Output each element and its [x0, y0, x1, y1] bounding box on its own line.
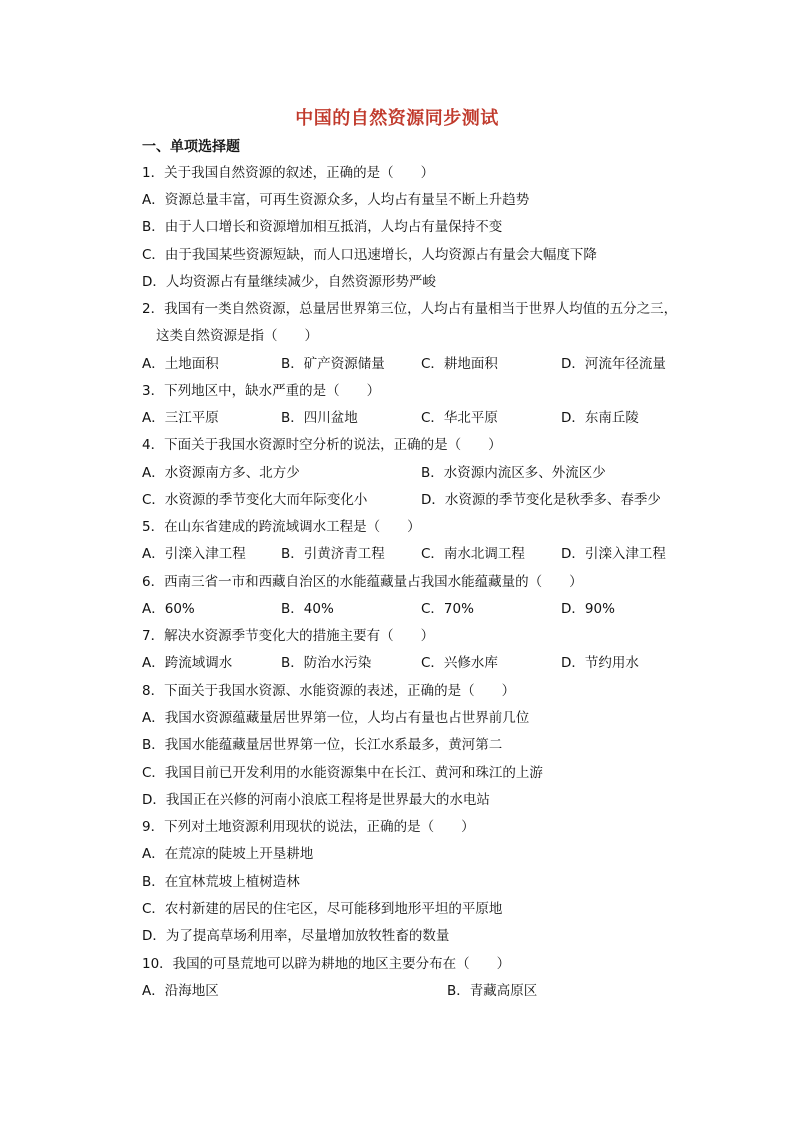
- question-5-option-d: D．引滦入津工程: [561, 546, 666, 562]
- question-1-stem: 1．关于我国自然资源的叙述，正确的是（ ）: [142, 165, 435, 181]
- question-8-option-d: D．我国正在兴修的河南小浪底工程将是世界最大的水电站: [142, 792, 490, 808]
- question-4-option-c: C．水资源的季节变化大而年际变化小: [142, 492, 368, 508]
- question-2-option-b: B．矿产资源储量: [281, 356, 385, 372]
- question-3-option-a: A．三江平原: [142, 410, 219, 426]
- question-10-option-a: A．沿海地区: [142, 983, 219, 999]
- question-4-option-a: A．水资源南方多、北方少: [142, 465, 300, 481]
- question-1-option-a: A．资源总量丰富，可再生资源众多，人均占有量呈不断上升趋势: [142, 192, 530, 208]
- question-6-option-a: A．60%: [142, 601, 195, 617]
- question-3-stem: 3．下列地区中，缺水严重的是（ ）: [142, 383, 381, 399]
- question-9-stem: 9．下列对土地资源利用现状的说法，正确的是（ ）: [142, 819, 475, 835]
- question-7-option-c: C．兴修水库: [421, 655, 498, 671]
- question-6-option-c: C．70%: [421, 601, 474, 617]
- question-1-option-c: C．由于我国某些资源短缺，而人口迅速增长，人均资源占有量会大幅度下降: [142, 247, 597, 263]
- question-8-option-c: C．我国目前已开发利用的水能资源集中在长江、黄河和珠江的上游: [142, 765, 543, 781]
- question-4-stem: 4．下面关于我国水资源时空分析的说法，正确的是（ ）: [142, 437, 502, 453]
- question-3-option-c: C．华北平原: [421, 410, 498, 426]
- question-2-option-a: A．土地面积: [142, 356, 219, 372]
- question-8-option-b: B．我国水能蕴藏量居世界第一位，长江水系最多，黄河第二: [142, 737, 503, 753]
- section-heading: 一、单项选择题: [142, 139, 240, 155]
- question-2-stem-continued: 这类自然资源是指（ ）: [156, 328, 318, 344]
- question-7-option-a: A．跨流域调水: [142, 655, 233, 671]
- question-5-option-c: C．南水北调工程: [421, 546, 525, 562]
- question-8-stem: 8．下面关于我国水资源、水能资源的表述，正确的是（ ）: [142, 683, 516, 699]
- question-3-option-b: B．四川盆地: [281, 410, 358, 426]
- question-10-stem: 10．我国的可垦荒地可以辟为耕地的地区主要分布在（ ）: [142, 956, 511, 972]
- question-2-stem: 2．我国有一类自然资源，总量居世界第三位，人均占有量相当于世界人均值的五分之三，: [142, 301, 678, 317]
- question-1-option-d: D．人均资源占有量继续减少，自然资源形势严峻: [142, 274, 436, 290]
- question-9-option-a: A．在荒凉的陡坡上开垦耕地: [142, 846, 314, 862]
- question-7-option-b: B．防治水污染: [281, 655, 372, 671]
- question-6-option-b: B．40%: [281, 601, 334, 617]
- question-6-option-d: D．90%: [561, 601, 615, 617]
- question-3-option-d: D．东南丘陵: [561, 410, 639, 426]
- question-5-stem: 5．在山东省建成的跨流域调水工程是（ ）: [142, 519, 421, 535]
- question-2-option-d: D．河流年径流量: [561, 356, 666, 372]
- question-5-option-b: B．引黄济青工程: [281, 546, 385, 562]
- question-9-option-c: C．农村新建的居民的住宅区，尽可能移到地形平坦的平原地: [142, 901, 503, 917]
- question-6-stem: 6．西南三省一市和西藏自治区的水能蕴藏量占我国水能蕴藏量的（ ）: [142, 574, 583, 590]
- question-8-option-a: A．我国水资源蕴藏量居世界第一位，人均占有量也占世界前几位: [142, 710, 530, 726]
- question-7-stem: 7．解决水资源季节变化大的措施主要有（ ）: [142, 628, 435, 644]
- question-1-option-b: B．由于人口增长和资源增加相互抵消，人均占有量保持不变: [142, 219, 503, 235]
- question-7-option-d: D．节约用水: [561, 655, 639, 671]
- question-2-option-c: C．耕地面积: [421, 356, 498, 372]
- question-5-option-a: A．引滦入津工程: [142, 546, 246, 562]
- question-9-option-d: D．为了提高草场利用率，尽量增加放牧牲畜的数量: [142, 928, 450, 944]
- document-title: 中国的自然资源同步测试: [295, 108, 499, 129]
- question-4-option-b: B．水资源内流区多、外流区少: [421, 465, 606, 481]
- question-9-option-b: B．在宜林荒坡上植树造林: [142, 874, 300, 890]
- question-4-option-d: D．水资源的季节变化是秋季多、春季少: [421, 492, 661, 508]
- question-10-option-b: B．青藏高原区: [447, 983, 538, 999]
